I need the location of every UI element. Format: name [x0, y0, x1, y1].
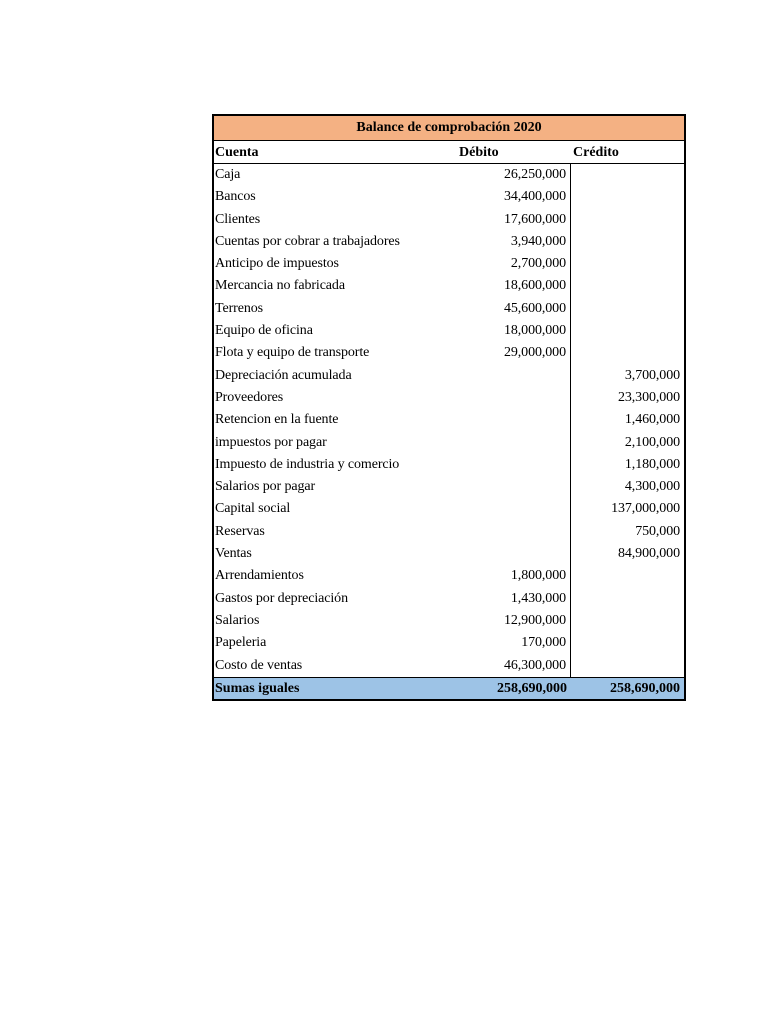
account-cell: Ventas	[215, 546, 252, 562]
account-cell: Depreciación acumulada	[215, 367, 352, 383]
debit-cell: 18,000,000	[456, 320, 571, 342]
table-row	[214, 565, 684, 587]
account-cell: Costo de ventas	[215, 657, 303, 673]
account-cell: Mercancia no fabricada	[215, 278, 345, 294]
header-account: Cuenta	[215, 145, 259, 160]
table-row	[214, 543, 684, 565]
table-row	[214, 275, 684, 297]
account-cell: Salarios	[215, 612, 260, 628]
totals-debit: 258,690,000	[497, 680, 567, 696]
credit-cell: 750,000	[635, 523, 680, 539]
credit-cell: 1,180,000	[624, 456, 680, 472]
debit-cell	[456, 476, 571, 498]
debit-cell: 3,940,000	[456, 231, 571, 253]
table-row	[214, 298, 684, 320]
debit-cell: 170,000	[456, 632, 571, 654]
table-row	[214, 209, 684, 231]
account-cell: Cuentas por cobrar a trabajadores	[215, 233, 400, 249]
debit-cell	[456, 454, 571, 476]
credit-cell	[571, 209, 684, 231]
credit-cell	[571, 298, 684, 320]
debit-cell	[456, 432, 571, 454]
table-title: Balance de comprobación 2020	[214, 116, 684, 141]
debit-cell: 12,900,000	[456, 610, 571, 632]
account-cell: Caja	[215, 167, 241, 182]
debit-cell: 45,600,000	[456, 298, 571, 320]
debit-cell: 18,600,000	[456, 275, 571, 297]
account-cell: Impuesto de industria y comercio	[215, 456, 400, 472]
table-row	[214, 610, 684, 632]
account-cell: Equipo de oficina	[215, 323, 313, 339]
account-cell: Proveedores	[215, 389, 284, 405]
credit-cell	[571, 565, 684, 587]
credit-cell: 4,300,000	[624, 479, 680, 495]
account-cell: Flota y equipo de transporte	[215, 345, 370, 361]
credit-cell: 3,700,000	[624, 367, 680, 383]
credit-cell	[571, 655, 684, 677]
table-row	[214, 365, 684, 387]
debit-cell	[456, 498, 571, 520]
account-cell: Clientes	[215, 211, 261, 227]
table-row	[214, 253, 684, 275]
debit-cell	[456, 387, 571, 409]
table-row	[214, 498, 684, 520]
debit-cell	[456, 543, 571, 565]
credit-cell	[571, 632, 684, 654]
account-cell: Capital social	[215, 501, 291, 517]
table-row	[214, 454, 684, 476]
credit-cell	[571, 164, 684, 186]
table-row	[214, 164, 684, 186]
account-cell: Gastos por depreciación	[215, 590, 348, 606]
account-cell: Salarios por pagar	[215, 479, 316, 495]
table-row	[214, 231, 684, 253]
credit-cell: 23,300,000	[617, 389, 680, 405]
table-row	[214, 432, 684, 454]
account-cell: Arrendamientos	[215, 568, 304, 584]
debit-cell: 34,400,000	[456, 186, 571, 208]
credit-cell	[571, 342, 684, 364]
debit-cell	[456, 409, 571, 431]
debit-cell	[456, 365, 571, 387]
credit-cell: 137,000,000	[611, 501, 680, 517]
header-debit: Débito	[459, 145, 499, 160]
credit-cell	[571, 186, 684, 208]
table-row	[214, 342, 684, 364]
credit-cell	[571, 275, 684, 297]
credit-cell	[571, 610, 684, 632]
debit-cell: 1,800,000	[456, 565, 571, 587]
debit-cell: 17,600,000	[456, 209, 571, 231]
table-row	[214, 655, 684, 677]
debit-cell: 29,000,000	[456, 342, 571, 364]
account-cell: Terrenos	[215, 300, 263, 316]
credit-cell: 2,100,000	[624, 434, 680, 450]
table-row	[214, 476, 684, 498]
debit-cell: 1,430,000	[456, 588, 571, 610]
account-cell: Bancos	[215, 189, 256, 205]
table-row	[214, 521, 684, 543]
table-header	[214, 141, 684, 164]
debit-cell: 2,700,000	[456, 253, 571, 275]
account-cell: impuestos por pagar	[215, 434, 327, 450]
table-row	[214, 588, 684, 610]
totals-credit: 258,690,000	[610, 680, 680, 696]
table-row	[214, 320, 684, 342]
totals-row	[214, 677, 684, 699]
debit-cell: 46,300,000	[456, 655, 571, 677]
credit-cell	[571, 588, 684, 610]
account-cell: Anticipo de impuestos	[215, 256, 339, 272]
debit-cell: 26,250,000	[456, 164, 571, 186]
totals-label: Sumas iguales	[215, 680, 300, 696]
table-row	[214, 186, 684, 208]
credit-cell	[571, 320, 684, 342]
table-row	[214, 632, 684, 654]
header-credit: Crédito	[573, 145, 619, 160]
credit-cell	[571, 253, 684, 275]
account-cell: Papeleria	[215, 635, 267, 651]
debit-cell	[456, 521, 571, 543]
credit-cell	[571, 231, 684, 253]
trial-balance-table	[212, 114, 686, 701]
table-row	[214, 409, 684, 431]
table-body	[214, 164, 684, 677]
credit-cell: 1,460,000	[624, 412, 680, 428]
account-cell: Reservas	[215, 523, 265, 539]
table-row	[214, 387, 684, 409]
account-cell: Retencion en la fuente	[215, 412, 339, 428]
credit-cell: 84,900,000	[617, 546, 680, 562]
